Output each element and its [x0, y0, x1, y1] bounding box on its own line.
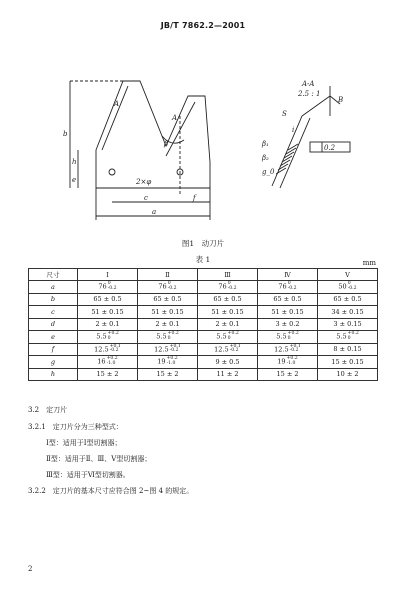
nominal-value: 5.5 [156, 332, 167, 341]
table-row [29, 356, 378, 369]
tolerance [288, 332, 299, 341]
value-cell [78, 356, 138, 369]
value-cell [198, 356, 258, 369]
label-beta1: β₁ [262, 140, 269, 148]
upper-deviation: +0.2 [107, 331, 119, 337]
cutting-edge-left [102, 86, 128, 150]
value-cell [198, 318, 258, 331]
nominal-value: 10 ± 2 [336, 370, 359, 379]
param-name-cell: f [29, 343, 78, 356]
nominal-value: 15 ± 0.15 [331, 357, 364, 366]
label-scale: 2.5 : 1 [298, 90, 321, 98]
page-header: JB/T 7862.2—2001 [160, 21, 246, 30]
header-cell: Ⅱ [138, 269, 198, 281]
nominal-value: 5.5 [336, 332, 347, 341]
tolerance [288, 282, 297, 291]
lower-deviation: 0 [167, 335, 171, 341]
value-cell [138, 281, 198, 294]
label-hole-note: 2×φ [136, 178, 152, 186]
value-cell [198, 281, 258, 294]
value-cell [198, 368, 258, 381]
nominal-value: 19 [277, 357, 286, 366]
value-cell [138, 368, 198, 381]
nominal-value: 12.5 [214, 345, 229, 354]
label-e: e [72, 176, 77, 184]
lower-deviation: -1.0 [166, 360, 176, 366]
nominal-value: 2 ± 0.1 [95, 320, 120, 329]
table-row [29, 293, 378, 306]
value-cell [318, 281, 378, 294]
value-cell [78, 306, 138, 319]
nominal-value: 34 ± 0.15 [331, 307, 364, 316]
tolerance [168, 282, 177, 291]
value-cell [138, 356, 198, 369]
nominal-value: 3 ± 0.2 [275, 320, 300, 329]
table-row [29, 368, 378, 381]
section-3-2: 3.2 定刀片 [28, 406, 68, 414]
table-row [29, 331, 378, 344]
value-cell [138, 318, 198, 331]
value-cell [78, 281, 138, 294]
param-name-cell: b [29, 293, 78, 306]
value-cell [78, 368, 138, 381]
section-3-2-1: 3.2.1 定刀片分为三种型式： [28, 423, 123, 431]
value-cell [318, 356, 378, 369]
blade-drawing-svg [40, 76, 385, 241]
value-cell [318, 368, 378, 381]
upper-deviation: +0.2 [106, 356, 118, 362]
section-3-2-2: 3.2.2 定刀片的基本尺寸应符合图 2~图 4 的规定。 [28, 487, 194, 495]
type-1-text: Ⅰ型：适用于Ⅰ型切割器； [46, 439, 122, 447]
nominal-value: 76 [278, 282, 287, 291]
nominal-value: 9 ± 0.5 [215, 357, 240, 366]
page-number: 2 [28, 565, 33, 573]
nominal-value: 76 [98, 282, 107, 291]
tolerance [107, 357, 118, 366]
upper-deviation: +0.2 [167, 331, 179, 337]
lower-deviation: -0.2 [167, 285, 177, 291]
value-cell [78, 343, 138, 356]
value-cell [258, 318, 318, 331]
blade-outline [96, 81, 210, 188]
tolerance [170, 345, 181, 354]
param-name-cell: c [29, 306, 78, 319]
upper-deviation: +0.2 [286, 356, 298, 362]
table-row [29, 306, 378, 319]
section-blade-outer [272, 116, 302, 186]
nominal-value: 51 ± 0.15 [271, 307, 304, 316]
label-c: c [144, 194, 148, 202]
nominal-value: 5.5 [96, 332, 107, 341]
value-cell [318, 331, 378, 344]
label-section: A-A [302, 80, 315, 88]
value-cell [198, 293, 258, 306]
nominal-value: 3 ± 0.15 [333, 320, 362, 329]
value-cell [198, 343, 258, 356]
value-cell [138, 306, 198, 319]
value-cell [258, 368, 318, 381]
value-cell [138, 331, 198, 344]
table-unit: mm [362, 259, 376, 267]
label-S: S [282, 110, 287, 118]
header-cell: Ⅰ [78, 269, 138, 281]
nominal-value: 2 ± 0.1 [155, 320, 180, 329]
upper-deviation: +0.1 [169, 343, 181, 349]
label-g0: g_0 [262, 168, 275, 176]
lower-deviation: -1.0 [106, 360, 116, 366]
upper-deviation: 0 [227, 281, 231, 287]
label-h: h [72, 158, 77, 166]
lower-deviation: -0.2 [289, 348, 299, 354]
value-cell [258, 281, 318, 294]
label-beta2: β₂ [262, 154, 269, 162]
value-cell [318, 343, 378, 356]
upper-deviation: +0.2 [166, 356, 178, 362]
nominal-value: 12.5 [94, 345, 109, 354]
upper-deviation: 0 [287, 281, 291, 287]
upper-deviation: 0 [347, 281, 351, 287]
nominal-value: 15 ± 2 [156, 370, 179, 379]
value-cell [78, 331, 138, 344]
nominal-value: 65 ± 0.5 [213, 295, 242, 304]
nominal-value: 51 ± 0.15 [211, 307, 244, 316]
tolerance [287, 357, 298, 366]
upper-deviation: +0.1 [109, 343, 121, 349]
label-f: f [193, 194, 196, 202]
nominal-value: 65 ± 0.5 [333, 295, 362, 304]
table-row [29, 343, 378, 356]
label-A2: A [172, 114, 178, 122]
upper-deviation: +0.2 [347, 331, 359, 337]
label-b: b [63, 130, 68, 138]
header-cell: Ⅴ [318, 269, 378, 281]
section-blade-inner [280, 118, 310, 188]
nominal-value: 12.5 [274, 345, 289, 354]
value-cell [78, 293, 138, 306]
value-cell [138, 343, 198, 356]
tolerance [348, 282, 357, 291]
nominal-value: 11 ± 2 [216, 370, 239, 379]
label-a: a [152, 208, 157, 216]
label-B: B [338, 96, 344, 104]
tolerance [228, 332, 239, 341]
lower-deviation: -0.2 [169, 348, 179, 354]
rivet-hole-left [109, 169, 115, 175]
tolerance [167, 357, 178, 366]
blade-drawing [40, 76, 385, 241]
lower-deviation: 0 [347, 335, 351, 341]
nominal-value: 5.5 [216, 332, 227, 341]
nominal-value: 5.5 [276, 332, 287, 341]
tolerance [290, 345, 301, 354]
upper-deviation: +0.1 [229, 343, 241, 349]
tolerance [110, 345, 121, 354]
upper-deviation: 0 [167, 281, 171, 287]
tolerance [108, 282, 117, 291]
value-cell [258, 331, 318, 344]
lower-deviation: -0.2 [107, 285, 117, 291]
upper-deviation: +0.1 [289, 343, 301, 349]
nominal-value: 15 ± 2 [276, 370, 299, 379]
value-cell [198, 331, 258, 344]
label-i: i [292, 126, 295, 134]
cutting-edge-right [166, 102, 195, 156]
lower-deviation: -0.2 [287, 285, 297, 291]
param-name-cell: e [29, 331, 78, 344]
nominal-value: 8 ± 0.15 [333, 345, 362, 354]
value-cell [318, 306, 378, 319]
table-body [29, 281, 378, 381]
tolerance [168, 332, 179, 341]
tolerance [228, 282, 237, 291]
header-cell: Ⅲ [198, 269, 258, 281]
upper-deviation: +0.2 [227, 331, 239, 337]
nominal-value: 65 ± 0.5 [153, 295, 182, 304]
type-2-text: Ⅱ型：适用于Ⅱ、Ⅲ、Ⅴ型切割器； [46, 455, 152, 463]
lower-deviation: -0.2 [229, 348, 239, 354]
value-cell [318, 318, 378, 331]
nominal-value: 51 ± 0.15 [91, 307, 124, 316]
tolerance [348, 332, 359, 341]
label-tol: 0.2 [324, 144, 336, 152]
nominal-value: 65 ± 0.5 [273, 295, 302, 304]
lower-deviation: 0 [107, 335, 111, 341]
lower-deviation: -0.2 [347, 285, 357, 291]
value-cell [258, 293, 318, 306]
lower-deviation: 0 [287, 335, 291, 341]
label-beta: β [164, 140, 169, 148]
param-name-cell: g [29, 356, 78, 369]
nominal-value: 12.5 [154, 345, 169, 354]
nominal-value: 16 [97, 357, 106, 366]
dimension-table [28, 268, 378, 381]
value-cell [258, 343, 318, 356]
nominal-value: 51 ± 0.15 [151, 307, 184, 316]
header-cell: Ⅳ [258, 269, 318, 281]
lower-deviation: -0.2 [109, 348, 119, 354]
nominal-value: 65 ± 0.5 [93, 295, 122, 304]
label-A: A [114, 100, 120, 108]
table-header-row [29, 269, 378, 281]
value-cell [78, 318, 138, 331]
lower-deviation: 0 [227, 335, 231, 341]
header-cell: 尺寸 [29, 269, 78, 281]
section-serration [276, 144, 298, 174]
value-cell [258, 356, 318, 369]
nominal-value: 19 [157, 357, 166, 366]
table-row [29, 318, 378, 331]
upper-deviation: 0 [107, 281, 111, 287]
param-name-cell: a [29, 281, 78, 294]
section-top [302, 96, 330, 116]
value-cell [138, 293, 198, 306]
nominal-value: 76 [218, 282, 227, 291]
param-name-cell: d [29, 318, 78, 331]
table-title: 表 1 [195, 255, 211, 264]
param-name-cell: h [29, 368, 78, 381]
value-cell [198, 306, 258, 319]
nominal-value: 50 [338, 282, 347, 291]
nominal-value: 76 [158, 282, 167, 291]
nominal-value: 15 ± 2 [96, 370, 119, 379]
upper-deviation: +0.2 [287, 331, 299, 337]
value-cell [318, 293, 378, 306]
table-row [29, 281, 378, 294]
type-3-text: Ⅲ型：适用于Ⅵ型切割器。 [46, 471, 130, 479]
lower-deviation: -1.0 [286, 360, 296, 366]
tolerance [230, 345, 241, 354]
lower-deviation: -0.2 [227, 285, 237, 291]
value-cell [258, 306, 318, 319]
nominal-value: 2 ± 0.1 [215, 320, 240, 329]
tolerance [108, 332, 119, 341]
figure-caption: 图1 动刀片 [181, 239, 225, 248]
